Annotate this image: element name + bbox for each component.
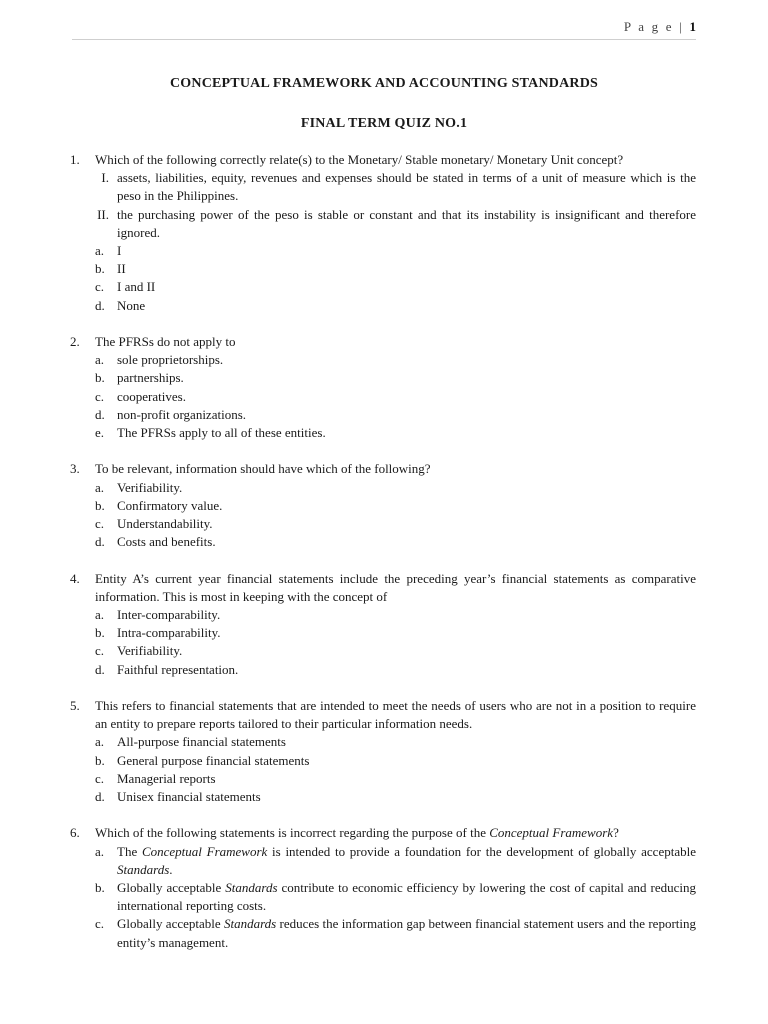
page-header — [624, 18, 696, 36]
option-text: Costs and benefits. — [117, 534, 216, 550]
option-label: b. — [95, 261, 105, 277]
question-text: Which of the following correctly relate(s) to the Monetary/ Stable monetary/ Monetary Unit concept? — [95, 152, 624, 167]
option-label: d. — [95, 534, 105, 550]
option-label: a. — [95, 352, 105, 368]
option-d — [95, 533, 696, 551]
option-text: General purpose financial statements — [117, 752, 310, 768]
option-c — [95, 642, 696, 660]
option-d — [95, 406, 696, 424]
option-text: Managerial reports — [117, 770, 216, 786]
option-label: b. — [95, 370, 105, 386]
question-number: 6. — [70, 825, 80, 841]
question-6 — [70, 824, 696, 951]
option-label: c. — [95, 279, 105, 295]
statement-1 — [95, 169, 696, 205]
option-text: non-profit organizations. — [117, 406, 247, 422]
option-text: sole proprietorships. — [117, 352, 224, 368]
option-text: The PFRSs apply to all of these entities. — [117, 425, 326, 441]
question-number: 3. — [70, 461, 80, 477]
option-label: c. — [95, 516, 105, 532]
option-text: Globally acceptable Standards reduces the information gap between financial statement users and the reporting entity’s management. — [117, 916, 696, 950]
option-label: d. — [95, 789, 105, 805]
option-label: b. — [95, 625, 105, 641]
option-label: d. — [95, 297, 105, 313]
question-text: Which of the following statements is incorrect regarding the purpose of the Conceptual Framework? — [95, 825, 619, 841]
question-number: 4. — [70, 570, 80, 586]
option-text: The Conceptual Framework is intended to provide a foundation for the development of globally acceptable Standards. — [117, 843, 696, 877]
option-label: b. — [95, 752, 105, 768]
option-text: Verifiability. — [117, 643, 183, 659]
statement-label: I. — [101, 170, 109, 186]
question-number: 2. — [70, 334, 80, 350]
option-text: Unisex financial statements — [117, 789, 261, 805]
option-a — [95, 843, 696, 879]
option-a — [95, 242, 696, 260]
page-number: 1 — [689, 19, 696, 34]
statement-text: assets, liabilities, equity, revenues and expenses should be stated in terms of a unit of measure which is the peso in the Philippines. — [117, 170, 696, 204]
document-title: CONCEPTUAL FRAMEWORK AND ACCOUNTING STANDARDS — [170, 76, 598, 91]
header-divider — [72, 39, 696, 40]
statement-2 — [95, 206, 696, 242]
quiz-title: FINAL TERM QUIZ NO.1 — [300, 116, 468, 131]
option-label: c. — [95, 916, 105, 932]
option-text: Inter-comparability. — [117, 607, 221, 623]
option-c — [95, 915, 696, 951]
option-label: d. — [95, 406, 105, 422]
option-text: II — [117, 261, 126, 277]
page-label: P a g e | — [623, 19, 685, 34]
option-label: c. — [95, 388, 105, 404]
question-text: This refers to financial statements that are intended to meet the needs of users who are not in a position to require an entity to prepare reports tailored to their particular information needs. — [95, 698, 696, 732]
option-b — [95, 879, 696, 915]
question-text: The PFRSs do not apply to — [95, 334, 236, 350]
option-c — [95, 278, 696, 296]
option-label: a. — [95, 843, 105, 859]
option-text: I — [117, 243, 122, 259]
statement-label: II. — [97, 206, 109, 222]
option-label: a. — [95, 607, 105, 623]
option-label: c. — [95, 643, 105, 659]
option-text: All-purpose financial statements — [117, 734, 286, 750]
option-d — [95, 661, 696, 679]
option-c — [95, 388, 696, 406]
question-number: 1. — [70, 152, 80, 167]
option-label: b. — [95, 880, 105, 896]
option-c — [95, 770, 696, 788]
option-label: b. — [95, 497, 105, 513]
option-label: e. — [95, 425, 105, 441]
option-label: a. — [95, 479, 105, 495]
option-b — [95, 624, 696, 642]
option-a — [95, 479, 696, 497]
option-text: Globally acceptable Standards contribute to economic efficiency by lowering the cost of capital and reducing international reporting costs. — [117, 880, 696, 914]
question-4 — [70, 570, 696, 679]
option-text: partnerships. — [117, 370, 184, 386]
option-label: d. — [95, 661, 105, 677]
question-text: Entity A’s current year financial statements include the preceding year’s financial statements as comparative information. This is most in keeping with the concept of — [95, 570, 696, 604]
option-b — [95, 752, 696, 770]
statement-text: the purchasing power of the peso is stable or constant and that its instability is insignificant and therefore ignored. — [117, 206, 696, 240]
option-text: None — [117, 297, 146, 313]
option-e — [95, 424, 696, 442]
option-b — [95, 260, 696, 278]
option-text: Confirmatory value. — [117, 497, 223, 513]
option-text: Verifiability. — [117, 479, 183, 495]
option-a — [95, 606, 696, 624]
option-text: cooperatives. — [117, 388, 186, 404]
question-1 — [70, 151, 696, 315]
question-2 — [70, 333, 696, 442]
option-text: Understandability. — [117, 516, 213, 532]
option-c — [95, 515, 696, 533]
option-text: Faithful representation. — [117, 661, 239, 677]
question-text: To be relevant, information should have which of the following? — [95, 461, 431, 477]
option-label: a. — [95, 734, 105, 750]
option-label: a. — [95, 243, 105, 259]
question-5 — [70, 697, 696, 806]
option-text: I and II — [117, 279, 156, 295]
question-number: 5. — [70, 698, 80, 714]
option-text: Intra-comparability. — [117, 625, 221, 641]
option-a — [95, 351, 696, 369]
question-3 — [70, 460, 696, 551]
option-d — [95, 297, 696, 315]
question-list — [70, 151, 696, 970]
option-a — [95, 733, 696, 751]
option-d — [95, 788, 696, 806]
option-b — [95, 369, 696, 387]
option-b — [95, 497, 696, 515]
option-label: c. — [95, 770, 105, 786]
